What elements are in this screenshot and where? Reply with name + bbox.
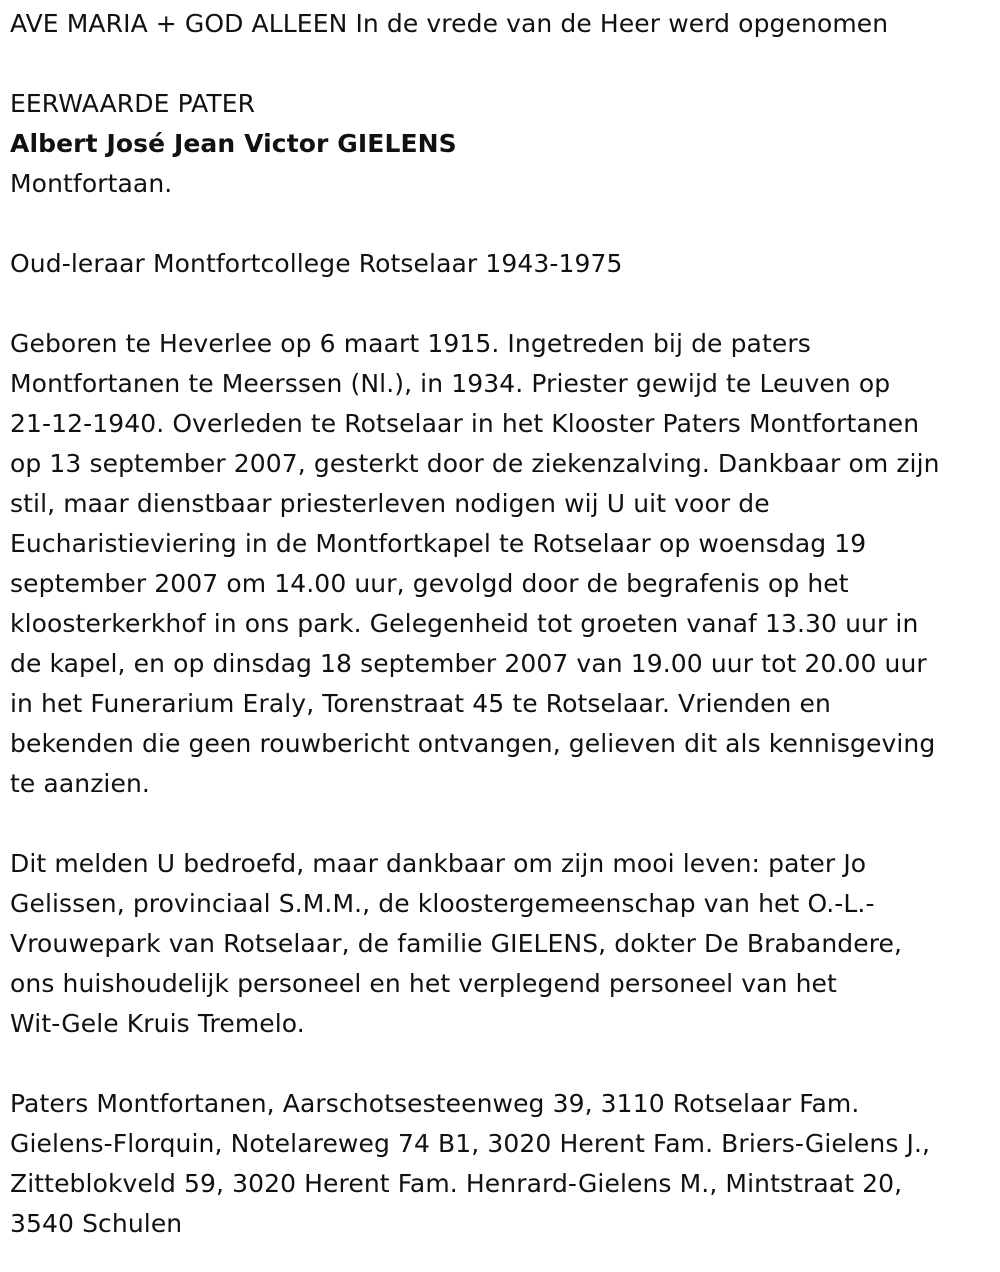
role: Oud-leraar Montfortcollege Rotselaar 1943-1975 [10, 249, 623, 278]
text-line: Geboren te Heverlee op 6 maart 1915. Ingetreden bij de paters [10, 329, 811, 358]
text-line: Gelissen, provinciaal S.M.M., de kloostergemeenschap van het O.-L.- [10, 889, 875, 918]
spacer [10, 1044, 990, 1084]
spacer [10, 804, 990, 844]
spacer [10, 44, 990, 84]
text-line: 21-12-1940. Overleden te Rotselaar in het Klooster Paters Montfortanen [10, 409, 920, 438]
text-line: op 13 september 2007, gesterkt door de ziekenzalving. Dankbaar om zijn [10, 449, 940, 478]
text-line: ons huishoudelijk personeel en het verplegend personeel van het [10, 969, 837, 998]
text-line: de kapel, en op dinsdag 18 september 2007 van 19.00 uur tot 20.00 uur [10, 649, 927, 678]
biography-paragraph [10, 324, 990, 804]
spacer [10, 204, 990, 244]
text-line: Eucharistieviering in de Montfortkapel te Rotselaar op woensdag 19 [10, 529, 867, 558]
text-line: Vrouwepark van Rotselaar, de familie GIELENS, dokter De Brabandere, [10, 929, 903, 958]
address-paragraph [10, 1084, 990, 1244]
order: Montfortaan. [10, 169, 173, 198]
text-line: stil, maar dienstbaar priesterleven nodigen wij U uit voor de [10, 489, 770, 518]
heading-line: AVE MARIA + GOD ALLEEN In de vrede van de Heer werd opgenomen [10, 9, 889, 38]
announcement-paragraph [10, 844, 990, 1044]
deceased-name: Albert José Jean Victor GIELENS [10, 129, 457, 158]
text-line: Zitteblokveld 59, 3020 Herent Fam. Henrard-Gielens M., Mintstraat 20, [10, 1169, 903, 1198]
text-line: kloosterkerkhof in ons park. Gelegenheid tot groeten vanaf 13.30 uur in [10, 609, 919, 638]
title: EERWAARDE PATER [10, 89, 256, 118]
text-line: september 2007 om 14.00 uur, gevolgd door de begrafenis op het [10, 569, 849, 598]
spacer [10, 284, 990, 324]
text-line: Gielens-Florquin, Notelareweg 74 B1, 3020 Herent Fam. Briers-Gielens J., [10, 1129, 931, 1158]
text-line: Dit melden U bedroefd, maar dankbaar om zijn mooi leven: pater Jo [10, 849, 867, 878]
text-line: bekenden die geen rouwbericht ontvangen, gelieven dit als kennisgeving [10, 729, 936, 758]
text-line: Montfortanen te Meerssen (Nl.), in 1934. Priester gewijd te Leuven op [10, 369, 891, 398]
text-line: Paters Montfortanen, Aarschotsesteenweg 39, 3110 Rotselaar Fam. [10, 1089, 860, 1118]
text-line: 3540 Schulen [10, 1209, 183, 1238]
text-line: Wit-Gele Kruis Tremelo. [10, 1009, 305, 1038]
text-line: in het Funerarium Eraly, Torenstraat 45 te Rotselaar. Vrienden en [10, 689, 831, 718]
text-line: te aanzien. [10, 769, 150, 798]
